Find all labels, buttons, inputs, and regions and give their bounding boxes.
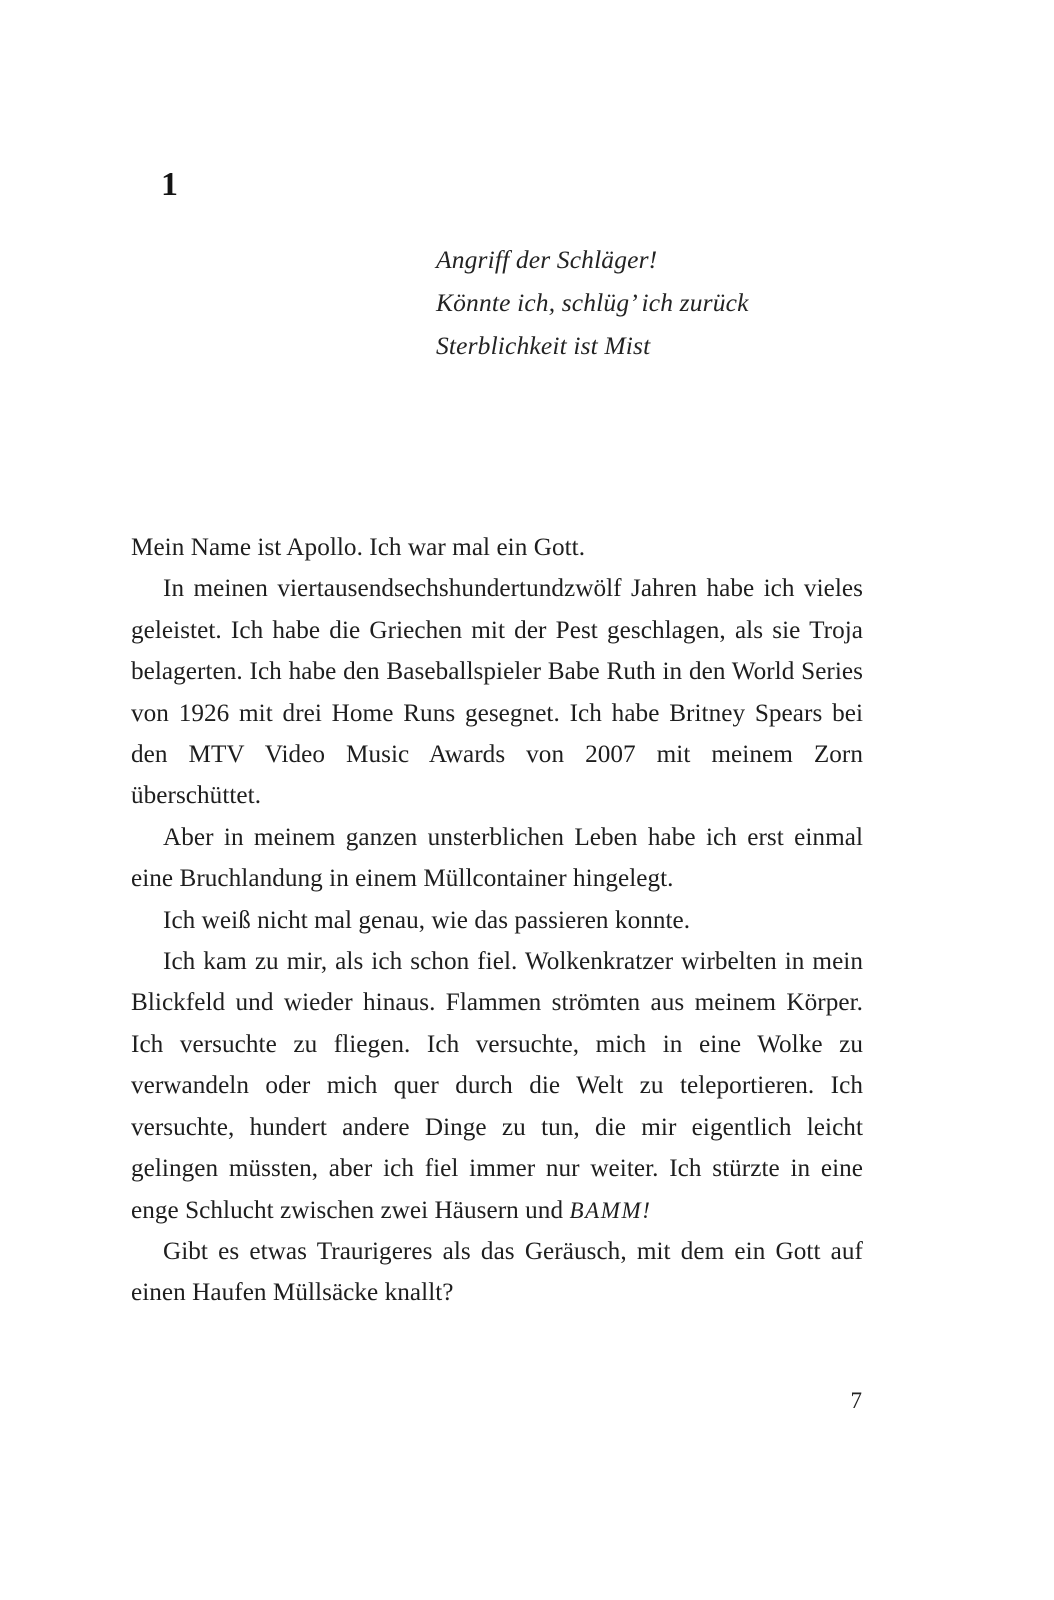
chapter-number: 1 (161, 166, 179, 203)
paragraph: Aber in meinem ganzen unsterblichen Leben habe ich erst einmal eine Bruchlandung in einem Müllcontainer hingelegt. (131, 823, 863, 893)
body-text (131, 527, 863, 1314)
epigraph-line: Könnte ich, schlüg’ ich zurück (436, 288, 749, 317)
epigraph-line: Sterblichkeit ist Mist (436, 331, 651, 360)
emphasis-bamm: BAMM! (569, 1197, 652, 1223)
page-number: 7 (850, 1388, 862, 1413)
paragraph: Mein Name ist Apollo. Ich war mal ein Gott. (131, 534, 586, 561)
epigraph (436, 238, 896, 367)
paragraph: Gibt es etwas Traurigeres als das Geräusch, mit dem ein Gott auf einen Haufen Müllsäcke knallt? (131, 1237, 863, 1307)
paragraph-text: Ich kam zu mir, als ich schon fiel. Wolkenkratzer wirbelten in mein Blickfeld und wieder hinaus. Flammen strömten aus meinem Körper. Ich versuchte zu fliegen. Ich versuchte, mich in eine Wolke zu verwandeln oder mich quer durch die Welt zu teleportieren. Ich versuchte, hundert andere Dinge zu tun, die mir eigentlich leicht gelingen müssten, aber ich fiel immer nur weiter. Ich stürzte in eine enge Schlucht zwischen zwei Häusern und (131, 948, 863, 1224)
paragraph: Ich weiß nicht mal genau, wie das passieren konnte. (163, 906, 691, 934)
paragraph: In meinen viertausendsechshundertundzwölf Jahren habe ich vieles geleistet. Ich habe die Griechen mit der Pest geschlagen, als sie Troja belagerten. Ich habe den Baseballspieler Babe Ruth in den World Series von 1926 mit drei Home Runs gesegnet. Ich habe Britney Spears bei den MTV Video Music Awards von 2007 mit meinem Zorn überschüttet. (131, 575, 863, 810)
paragraph-with-emphasis (131, 941, 863, 1231)
epigraph-line: Angriff der Schläger! (436, 245, 658, 274)
